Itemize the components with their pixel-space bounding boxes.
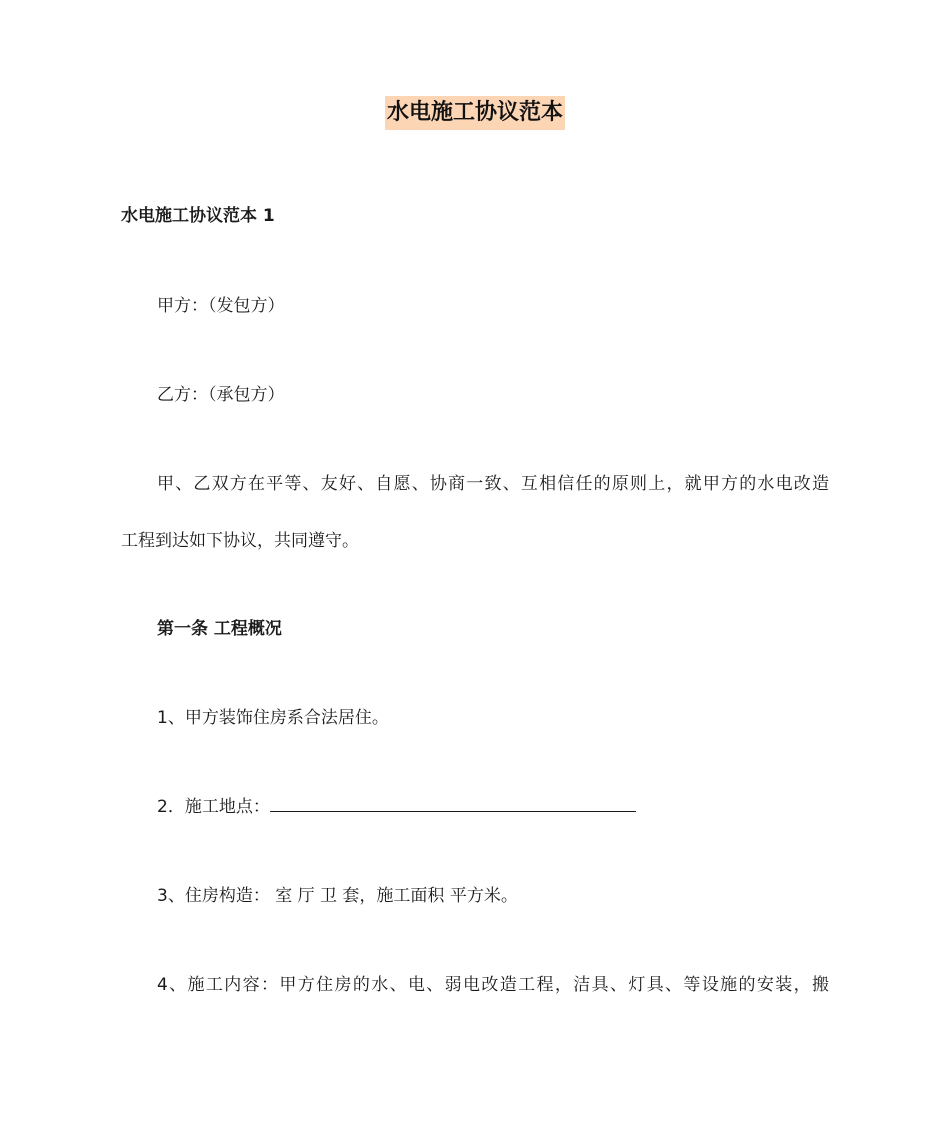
item-4: 4、施工内容：甲方住房的水、电、弱电改造工程，洁具、灯具、等设施的安装，搬 [157, 975, 829, 995]
item-2 [157, 795, 636, 819]
item-3: 3、住房构造： 室 厅 卫 套，施工面积 平方米。 [157, 886, 518, 906]
intro-paragraph-line-1: 甲、乙双方在平等、友好、自愿、协商一致、互相信任的原则上，就甲方的水电改造 [157, 474, 829, 494]
item-2-label: 2．施工地点： [157, 797, 270, 817]
item-1: 1、甲方装饰住房系合法居住。 [157, 708, 389, 728]
title-wrapper [0, 96, 950, 130]
party-a-line: 甲方：（发包方） [157, 296, 285, 316]
party-b-line: 乙方：（承包方） [157, 385, 285, 405]
construction-site-blank [270, 795, 636, 812]
document-title: 水电施工协议范本 [385, 96, 565, 130]
section-1-heading: 第一条 工程概况 [157, 619, 282, 639]
intro-paragraph-line-2: 工程到达如下协议，共同遵守。 [121, 531, 359, 551]
agreement-subtitle: 水电施工协议范本 1 [121, 206, 275, 226]
